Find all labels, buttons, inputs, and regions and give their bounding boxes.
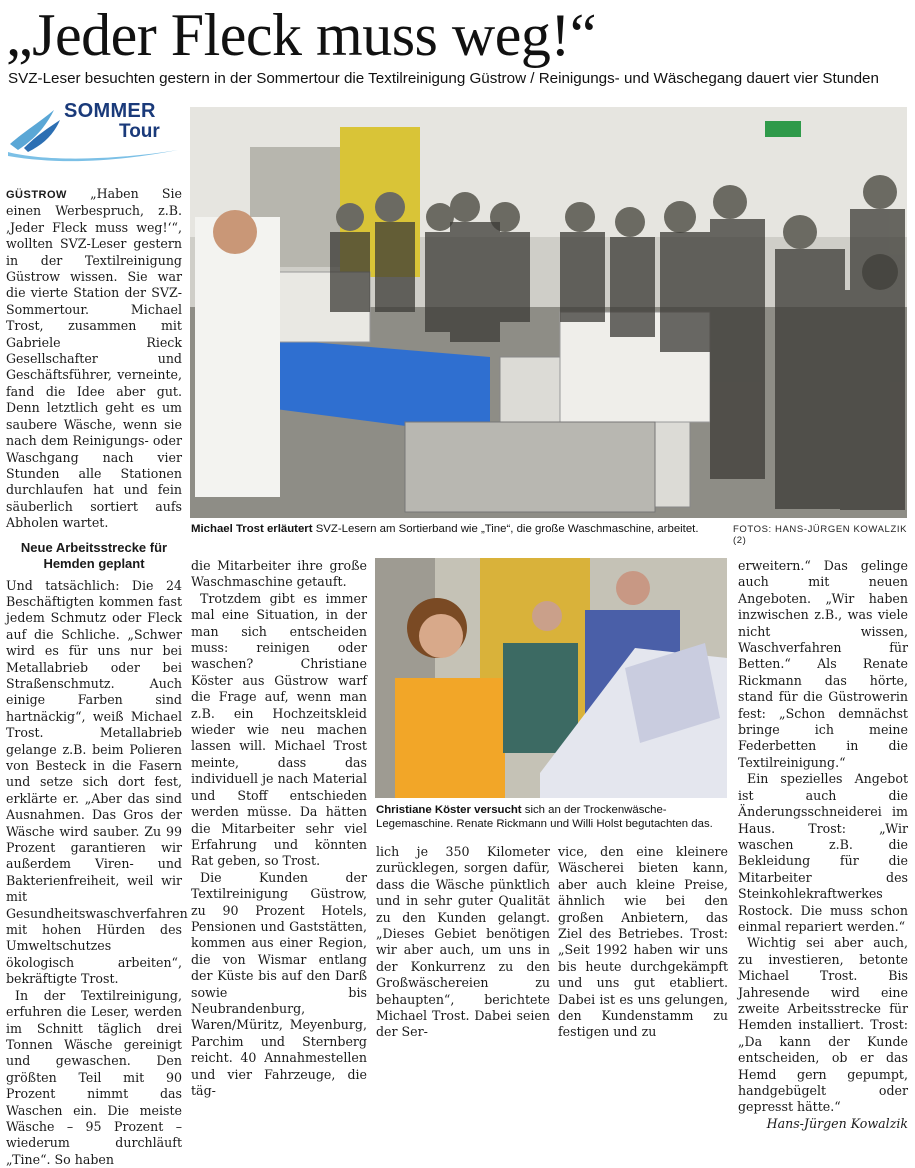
photo1-caption-text: SVZ-Lesern am Sortierband wie „Tine“, die große Waschmaschine, arbeitet.: [312, 523, 699, 535]
article-subhead: Neue Arbeitsstrecke für Hemden geplant: [20, 539, 168, 571]
article-author: Hans-Jürgen Kowalzik: [766, 1115, 908, 1131]
col2-paragraph-3: Die Kunden der Textilreinigung Güstrow, zu 90 Prozent Hotels, Pensionen und Gaststätten, kommen aus einer Region, die von Wismar entlang der Küste bis auf den Darß sowie bis Neubrandenburg, Waren/Müritz, Meyenburg, Parchim und Sternberg reicht. 40 Annahmestellen und vier Fahrzeuge, die täg-: [191, 869, 367, 1098]
logo-line2: Tour: [119, 121, 160, 142]
col1-paragraph-3: In der Textilreinigung, erfuhren die Leser, werden im Schnitt täglich drei Tonnen Wäsche gereinigt und gewaschen. Den größten Teil mit 90 Prozent nimmt das Waschen ein. Die meiste Wäsche – 95 Prozent – wiederum durchläuft „Tine“. So haben: [6, 987, 182, 1167]
article-column-1: [6, 186, 188, 1168]
photo-sorting-conveyor: [190, 107, 907, 518]
article-column-2: [191, 558, 367, 1099]
col2-paragraph-1: die Mitarbeiter ihre große Waschmaschine getauft.: [191, 558, 367, 590]
col2-paragraph-2: Trotzdem gibt es immer mal eine Situation, in der man sich entscheiden muss: reinigen oder waschen? Christiane Köster aus Güstrow warf die Frage auf, wenn man z.B. ein Hochzeitskleid wieder wie neu machen lassen will. Michael Trost meinte, dass das individuell je nach Material und Stoff entschieden werden müsse. Da hätten die Mitarbeiter sehr viel Erfahrung und könnten Rat geben, so Trost.: [191, 590, 367, 869]
photo-illustration: [190, 107, 907, 518]
dateline: GÜSTROW: [6, 189, 67, 201]
article-column-5: [738, 558, 908, 1132]
col1-paragraph-2: Und tatsächlich: Die 24 Beschäftigten kommen fast jedem Schmutz oder Fleck auf die Schliche. „Schwer wird es für uns nur bei Metallabrieb oder bei Straßenschmutz. Auch einige Farben sind hartnäckig“, weiß Michael Trost. Metallabrieb gelange z.B. beim Polieren von Besteck in die Fasern und setze sich dort fest, erklärte er. „Aber das sind Ausnahmen. Das Gros der Wäsche wird sauber. Zu 99 Prozent garantieren wir außerdem Viren- und Bakterienfreiheit, weil wir mit Gesundheitswaschverfahren mit hohen Hürden des Umweltschutzes ökologisch arbeiten“, bekräftigte Trost.: [6, 577, 188, 987]
col5-paragraph-1: erweitern.“ Das gelinge auch mit neuen Angeboten. „Wir haben inzwischen z.B., was viele nicht wissen, Waschverfahren für Betten.“ Als Renate Rickmann das hörte, stand für die Güstrowerin fest: „Schon demnächst bringe ich meine Federbetten in die Textilreinigung.“: [738, 558, 908, 770]
article-column-4: [558, 844, 728, 1041]
article-subheadline: SVZ-Leser besuchten gestern in der Sommertour die Textilreinigung Güstrow / Reinigungs- und Wäschegang dauert vier Stunden: [8, 70, 879, 87]
col4-paragraph-1: vice, den eine kleinere Wäscherei bieten kann, aber auch kleine Preise, ähnlich wie bei den großen Anbietern, das Ziel des Betriebes. Trost: „Seit 1992 haben wir uns bis heute durchgekämpft und uns gut etabliert. Dabei ist es uns gelungen, den Kundenstamm zu festigen und zu: [558, 844, 728, 1040]
photo2-caption-text: sich an der Trockenwäsche-Legemaschine. Renate Rickmann und Willi Holst begutachten das.: [376, 804, 713, 830]
logo-line1: SOMMER: [64, 100, 156, 122]
sommer-tour-logo: [6, 100, 182, 164]
photo-folding-machine: [375, 558, 727, 798]
photo1-caption-bold: Michael Trost erläutert: [191, 523, 313, 535]
photo2-caption: [376, 803, 730, 831]
col1-paragraph-1: „Haben Sie einen Werbespruch, z.B. ‚Jeder Fleck muss weg!‘“, wollten SVZ-Leser gestern in der Textilreinigung Güstrow wissen. Sie war die vierte Station der SVZ-Sommertour. Michael Trost, zusammen mit Gabriele Rieck Gesellschafter und Geschäftsführer, verneinte, fand die Idee aber gut. Denn letztlich geht es um saubere Wäsche, wenn sie nach dem Reinigungs- oder Waschgang nach vier Stunden alle Stationen durchlaufen hat und fein säuberlich sortiert aufs Abholen wartet.: [6, 186, 182, 531]
article-headline: „Jeder Fleck muss weg!“: [6, 2, 596, 68]
col5-paragraph-2: Ein spezielles Angebot ist auch die Änderungsschneiderei im Haus. Trost: „Wir waschen z.B. die Bekleidung für die Mitarbeiter des Steinkohlekraftwerkes Rostock. Die muss schon einmal repariert werden.“: [738, 771, 908, 934]
photo-credit: FOTOS: HANS-JÜRGEN KOWALZIK (2): [733, 524, 908, 546]
col3-paragraph-1: lich je 350 Kilometer zurücklegen, sorgen dafür, dass die Wäsche pünktlich und in sehr guter Qualität zu den Kunden gelangt. „Dieses Gebiet benötigen wir aber auch, um uns in der Konkurrenz zu den Großwäschereien zu behaupten“, berichtete Michael Trost. Dabei seien der Ser-: [376, 844, 550, 1040]
photo2-caption-bold: Christiane Köster versucht: [376, 804, 522, 816]
photo1-caption: [191, 522, 751, 536]
col5-paragraph-3: Wichtig sei aber auch, zu investieren, betonte Michael Trost. Bis Jahresende wird eine zweite Arbeitsstrecke für Hemden installiert. Trost: „Da kann der Kunde entscheiden, ob er das Hemd gern gepumpt, handgebügelt oder gepresst hätte.“: [738, 935, 908, 1115]
article-column-3: [376, 844, 550, 1041]
photo2-illustration: [375, 558, 727, 798]
